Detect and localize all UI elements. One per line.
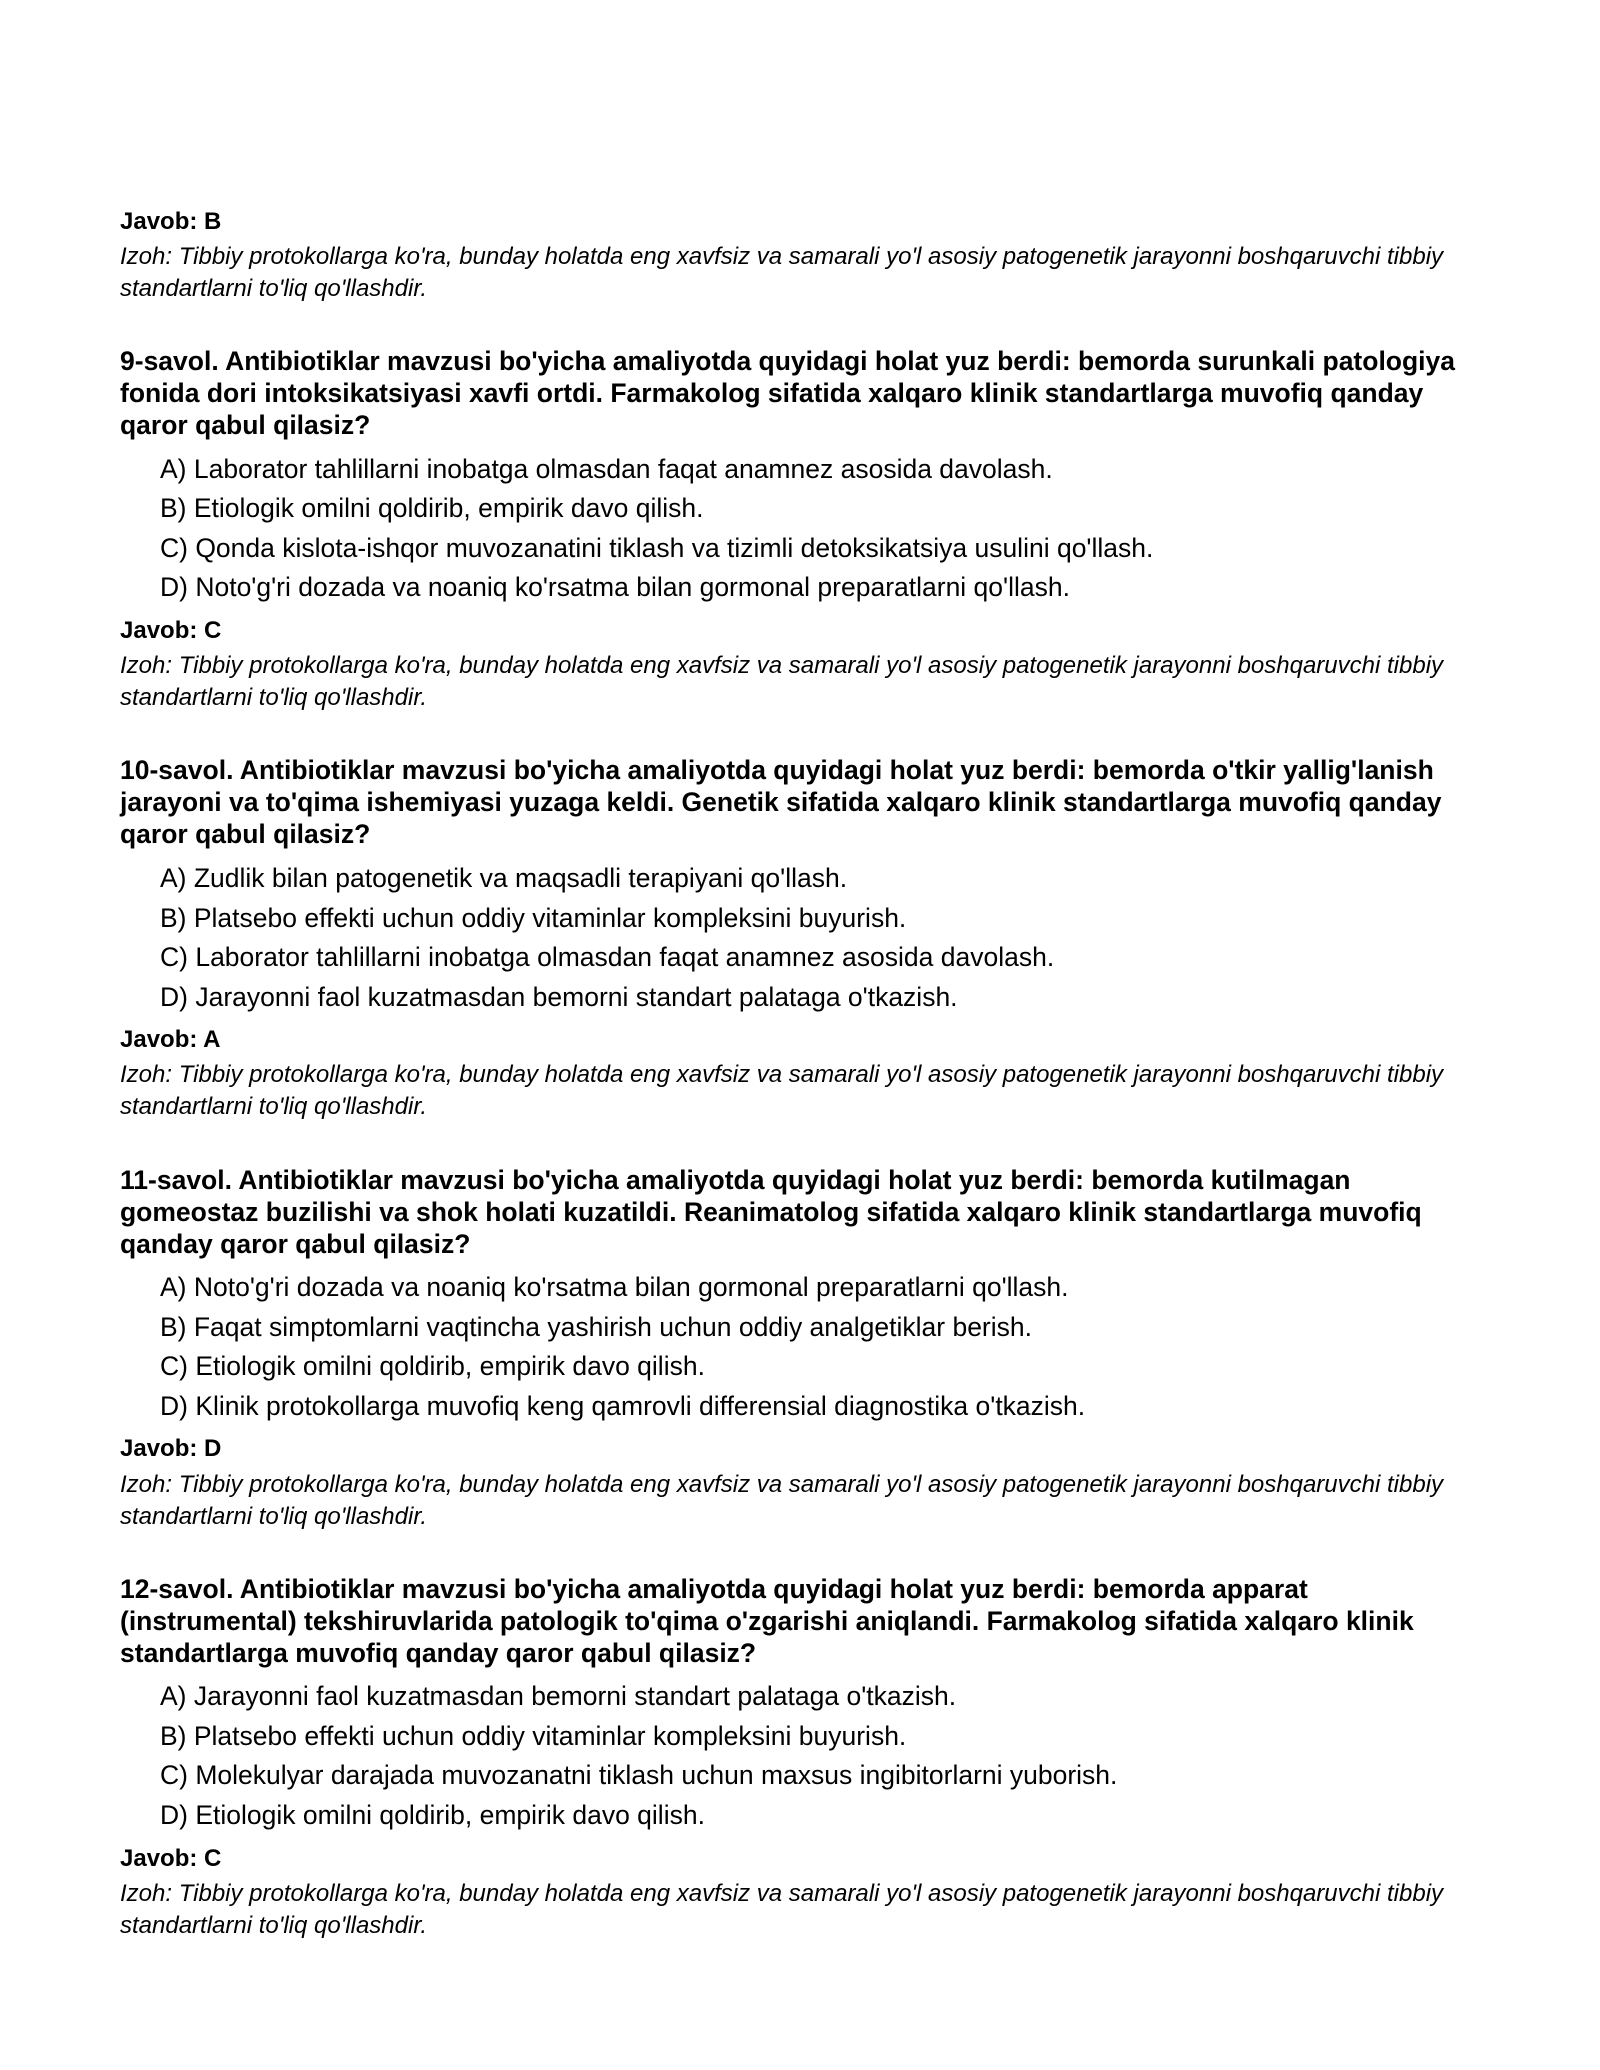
question-12-option-b: B) Platsebo effekti uchun oddiy vitaminlar kompleksini buyurish. (160, 1721, 907, 1751)
question-8-answer: Javob: B (120, 208, 222, 235)
question-12-option-d: D) Etiologik omilni qoldirib, empirik davo qilish. (160, 1800, 705, 1830)
question-11-text: 11-savol. Antibiotiklar mavzusi bo'yicha amaliyotda quyidagi holat yuz berdi: bemorda kutilmagan gomeostaz buzilishi va shok holati kuzatildi. Reanimatolog sifatida xalqaro klinik standartlarga muvofiq qanday qaror qabul qilasiz? (120, 1165, 1422, 1259)
question-10-text: 10-savol. Antibiotiklar mavzusi bo'yicha amaliyotda quyidagi holat yuz berdi: bemorda o'tkir yallig'lanish jarayoni va to'qima ishemiyasi yuzaga keldi. Genetik sifatida xalqaro klinik standartlarga muvofiq qanday qaror qabul qilasiz? (120, 755, 1442, 849)
question-9-option-d: D) Noto'g'ri dozada va noaniq ko'rsatma bilan gormonal preparatlarni qo'llash. (160, 572, 1070, 602)
question-9-text: 9-savol. Antibiotiklar mavzusi bo'yicha amaliyotda quyidagi holat yuz berdi: bemorda surunkali patologiya fonida dori intoksikatsiyasi xavfi ortdi. Farmakolog sifatida xalqaro klinik standartlarga muvofiq qanday qaror qabul qilasiz? (120, 346, 1456, 440)
question-11-option-d: D) Klinik protokollarga muvofiq keng qamrovli differensial diagnostika o'tkazish. (160, 1391, 1086, 1421)
question-12-answer: Javob: C (120, 1845, 222, 1872)
question-10-option-b: B) Platsebo effekti uchun oddiy vitaminlar kompleksini buyurish. (160, 903, 907, 933)
question-12-option-a: A) Jarayonni faol kuzatmasdan bemorni standart palataga o'tkazish. (160, 1681, 957, 1711)
question-10-option-c: C) Laborator tahlillarni inobatga olmasdan faqat anamnez asosida davolash. (160, 942, 1055, 972)
question-9-answer: Javob: C (120, 617, 222, 644)
question-9-option-c: C) Qonda kislota-ishqor muvozanatini tiklash va tizimli detoksikatsiya usulini qo'llash. (160, 533, 1154, 563)
question-9-option-a: A) Laborator tahlillarni inobatga olmasdan faqat anamnez asosida davolash. (160, 454, 1053, 484)
question-10-option-a: A) Zudlik bilan patogenetik va maqsadli terapiyani qo'llash. (160, 863, 848, 893)
question-8-explanation: Izoh: Tibbiy protokollarga ko'ra, bunday holatda eng xavfsiz va samarali yo'l asosiy patogenetik jarayonni boshqaruvchi tibbiy standartlarni to'liq qo'llashdir. (120, 243, 1444, 302)
question-9-option-b: B) Etiologik omilni qoldirib, empirik davo qilish. (160, 493, 704, 523)
question-9-explanation: Izoh: Tibbiy protokollarga ko'ra, bunday holatda eng xavfsiz va samarali yo'l asosiy patogenetik jarayonni boshqaruvchi tibbiy standartlarni to'liq qo'llashdir. (120, 652, 1444, 711)
question-10-answer: Javob: A (120, 1026, 221, 1053)
question-11-option-a: A) Noto'g'ri dozada va noaniq ko'rsatma bilan gormonal preparatlarni qo'llash. (160, 1272, 1069, 1302)
question-10-option-d: D) Jarayonni faol kuzatmasdan bemorni standart palataga o'tkazish. (160, 982, 958, 1012)
question-12-option-c: C) Molekulyar darajada muvozanatni tiklash uchun maxsus ingibitorlarni yuborish. (160, 1760, 1118, 1790)
question-11-explanation: Izoh: Tibbiy protokollarga ko'ra, bunday holatda eng xavfsiz va samarali yo'l asosiy patogenetik jarayonni boshqaruvchi tibbiy standartlarni to'liq qo'llashdir. (120, 1471, 1444, 1530)
question-11-option-c: C) Etiologik omilni qoldirib, empirik davo qilish. (160, 1351, 705, 1381)
question-11-option-b: B) Faqat simptomlarni vaqtincha yashirish uchun oddiy analgetiklar berish. (160, 1312, 1032, 1342)
question-12-text: 12-savol. Antibiotiklar mavzusi bo'yicha amaliyotda quyidagi holat yuz berdi: bemorda apparat (instrumental) tekshiruvlarida patologik to'qima o'zgarishi aniqlandi. Farmakolog sifatida xalqaro klinik standartlarga muvofiq qanday qaror qabul qilasiz? (120, 1574, 1414, 1668)
question-11-answer: Javob: D (120, 1435, 222, 1462)
question-10-explanation: Izoh: Tibbiy protokollarga ko'ra, bunday holatda eng xavfsiz va samarali yo'l asosiy patogenetik jarayonni boshqaruvchi tibbiy standartlarni to'liq qo'llashdir. (120, 1061, 1444, 1120)
question-12-explanation: Izoh: Tibbiy protokollarga ko'ra, bunday holatda eng xavfsiz va samarali yo'l asosiy patogenetik jarayonni boshqaruvchi tibbiy standartlarni to'liq qo'llashdir. (120, 1880, 1444, 1939)
